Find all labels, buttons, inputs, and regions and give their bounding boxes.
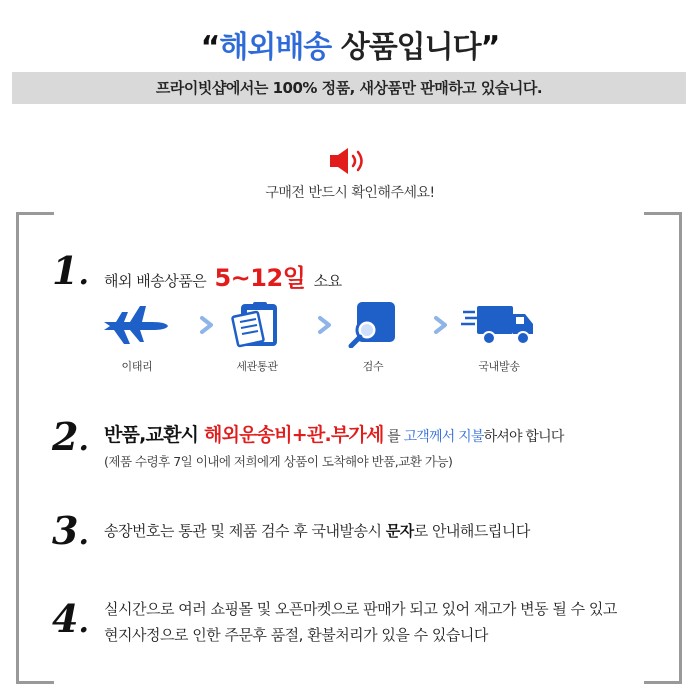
step-label: 검수 [362,360,384,373]
return-tail: 하셔야 합니다 [483,429,564,445]
chevron-right-icon [430,314,452,336]
shipping-suffix: 소요 [313,272,342,290]
item-number-3: 3. [52,508,89,553]
shipping-steps [92,300,552,380]
item-3-text [104,520,530,541]
return-fee-highlight: 해외운송비+관.부가세 [204,424,384,446]
item-number-1: 1. [52,248,89,293]
item-1-text [104,258,342,293]
sms-bold: 문자 [385,522,414,540]
page-title [0,22,700,66]
stock-notice-line-2: 현지사정으로 인한 주문후 품절, 환불처리가 있을 수 있습니다 [104,626,488,644]
stock-notice-line-1: 실시간으로 여러 쇼핑몰 및 오픈마켓으로 판매가 되고 있어 재고가 변동 될 수 있고 [104,600,617,618]
step-label: 이태리 [121,360,153,373]
return-lead: 반품,교환시 [104,424,205,446]
shipping-prefix: 해외 배송상품은 [104,272,207,290]
step-inspection [328,300,418,374]
step-label: 국내발송 [478,360,520,373]
delivery-truck-icon [461,300,537,348]
return-mid: 를 [383,429,404,445]
tracking-tail: 로 안내해드립니다 [413,522,530,540]
speaker-icon [326,146,372,176]
notice-text: 구매전 반드시 확인해주세요! [265,185,435,201]
title-rest: 상품입니다 [331,30,481,65]
step-label: 세관통관 [236,360,278,373]
step-customs [212,300,302,374]
return-condition: (제품 수령후 7일 이내에 저희에게 상품이 도착해야 반품,교환 가능) [104,454,453,469]
airplane-icon [100,300,174,348]
item-2-text [104,420,564,447]
shipping-duration: 5~12일 [214,264,306,292]
customs-document-icon [227,300,287,348]
authenticity-banner: 프라이빗샵에서는 100% 정품, 새상품만 판매하고 있습니다. [12,72,686,104]
quote-close: ” [480,30,500,65]
customer-pays: 고객께서 지불 [403,429,484,445]
item-number-2: 2. [52,414,89,459]
magnifier-box-icon [343,300,403,348]
step-domestic-shipping [454,300,544,374]
item-number-4: 4. [52,596,89,641]
tracking-lead: 송장번호는 통관 및 제품 검수 후 국내발송시 [104,522,386,540]
quote-open: “ [200,30,220,65]
step-italy [92,300,182,374]
title-highlight: 해외배송 [219,30,332,65]
